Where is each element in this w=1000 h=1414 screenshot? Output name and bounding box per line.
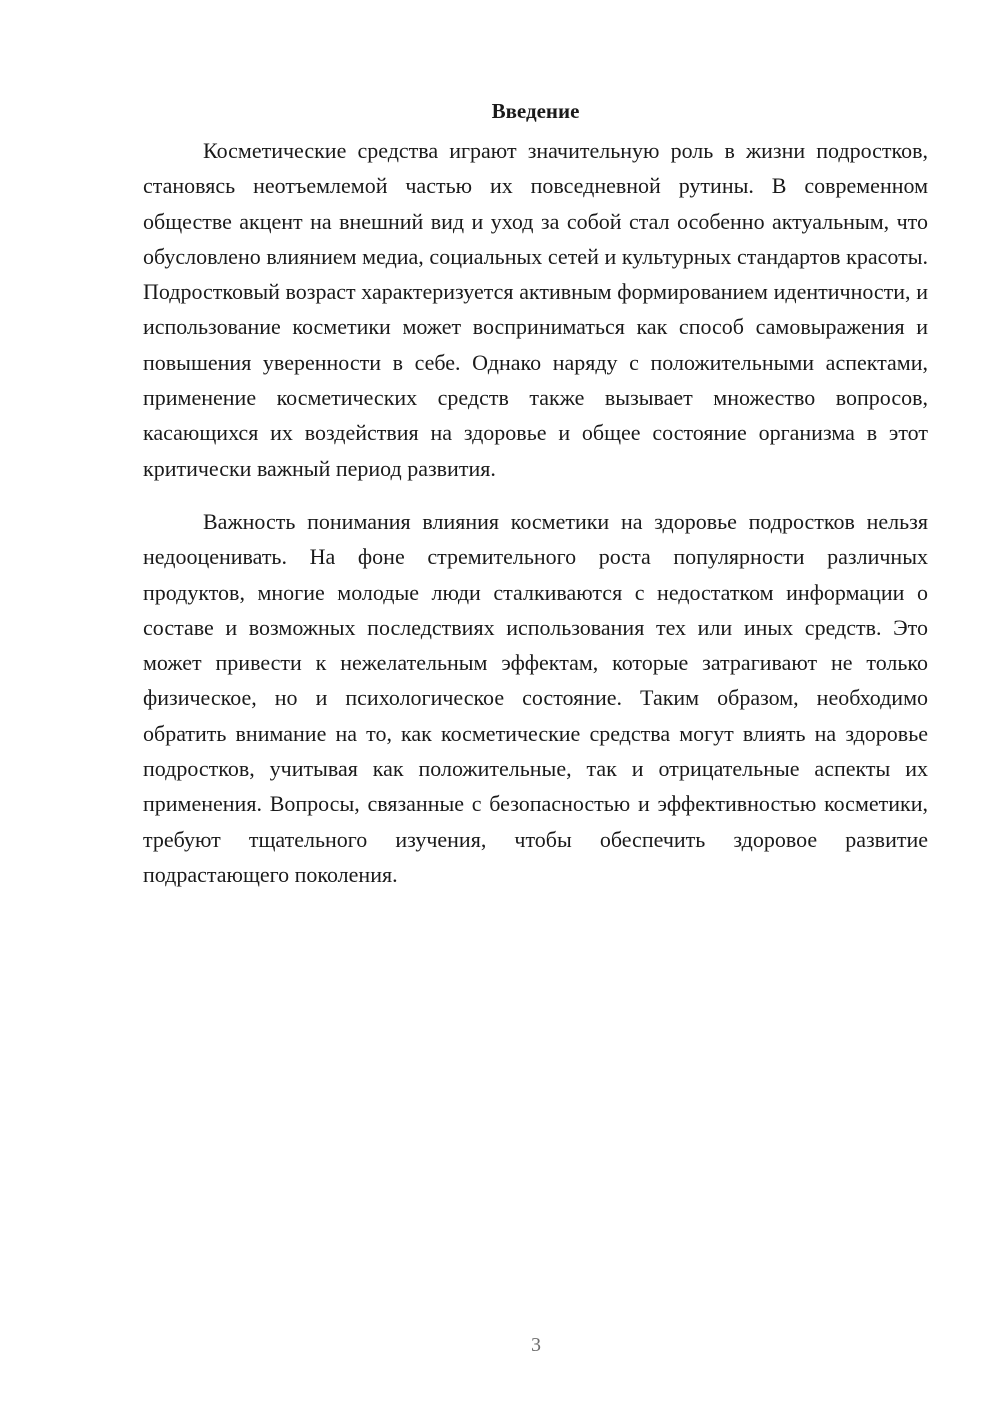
page-content — [143, 96, 928, 892]
page-number: 3 — [531, 1334, 541, 1356]
section-heading: Введение — [491, 99, 580, 123]
paragraph-2: Важность понимания влияния косметики на здоровье подростков нельзя недооценивать. На фоне стремительного роста популярности различных продуктов, многие молодые люди сталкиваются с недостатком информации о составе и возможных последствиях использования тех или иных средств. Это может привести к нежелательным эффектам, которые затрагивают не только физическое, но и психологическое состояние. Таким образом, необходимо обратить внимание на то, как косметические средства могут влиять на здоровье подростков, учитывая как положительные, так и отрицательные аспекты их применения. Вопросы, связанные с безопасностью и эффективностью косметики, требуют тщательного изучения, чтобы обеспечить здоровое развитие подрастающего поколения. — [143, 508, 928, 887]
paragraph-1: Косметические средства играют значительную роль в жизни подростков, становясь неотъемлемой частью их повседневной рутины. В современном обществе акцент на внешний вид и уход за собой стал особенно актуальным, что обусловлено влиянием медиа, социальных сетей и культурных стандартов красоты. Подростковый возраст характеризуется активным формированием идентичности, и использование косметики может восприниматься как способ самовыражения и повышения уверенности в себе. Однако наряду с положительными аспектами, применение косметических средств также вызывает множество вопросов, касающихся их воздействия на здоровье и общее состояние организма в этот критически важный период развития. — [143, 138, 928, 481]
